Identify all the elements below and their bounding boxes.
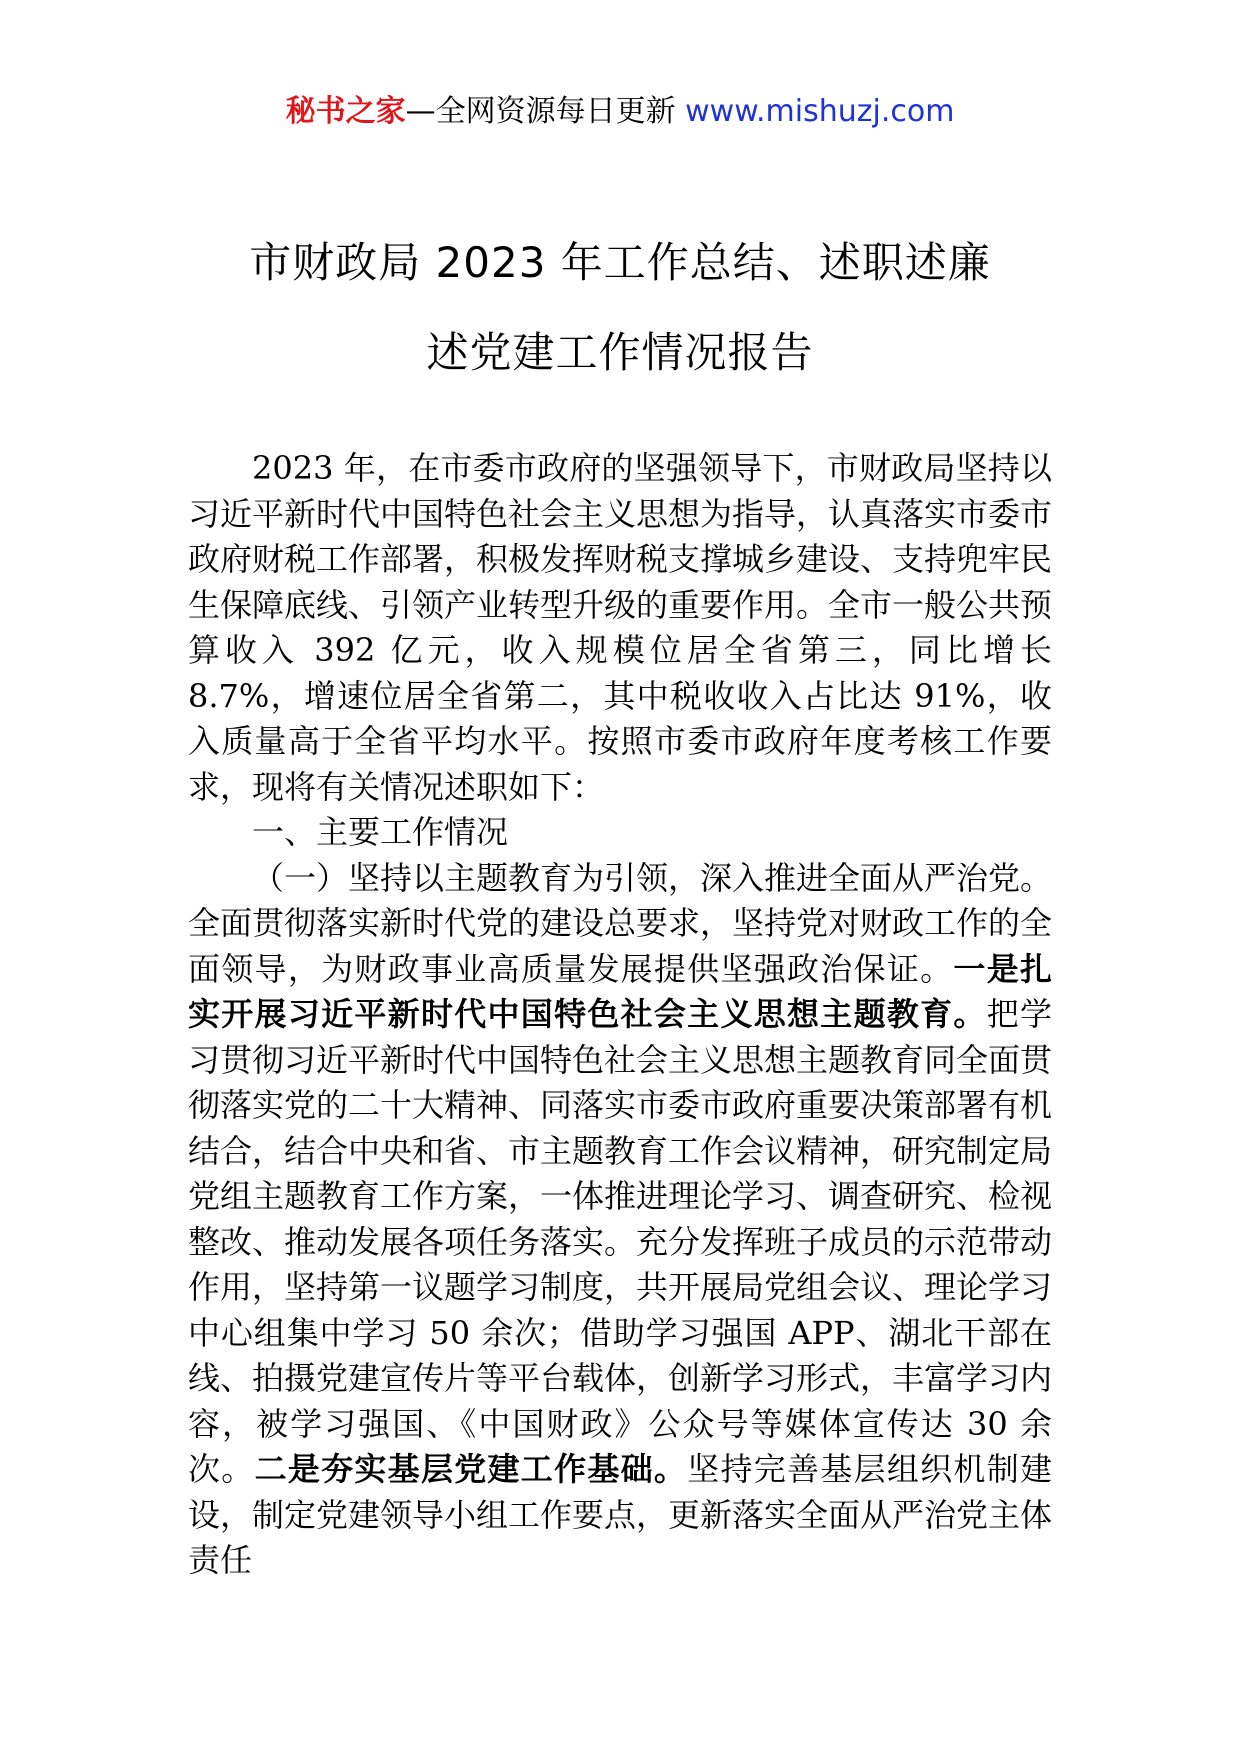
site-brand-name: 秘书之家 bbox=[285, 94, 406, 129]
site-watermark-header bbox=[0, 92, 1240, 132]
paragraph-text: 把学习贯彻习近平新时代中国特色社会主义思想主题教育同全面贯彻落实党的二十大精神、同落实市委市政府重要决策部署有机结合，结合中央和省、市主题教育工作会议精神，研究制定局党组主题教育工作方案，一体推进理论学习、调查研究、检视整改、推动发展各项任务落实。充分发挥班子成员的示范带动作用，坚持第一议题学习制度，共开展局党组会议、理论学习中心组集中学习 50 余次；借助学习强国 APP、湖北干部在线、拍摄党建宣传片等平台载体，创新学习形式，丰富学习内容，被学习强国、《中国财政》公众号等媒体宣传达 30 余次。 bbox=[188, 995, 1053, 1488]
paragraph-text: （一）坚持以主题教育为引领，深入推进全面从严治党。全面贯彻落实新时代党的建设总要求，坚持党对财政工作的全面领导，为财政事业高质量发展提供坚强政治保证。 bbox=[188, 858, 1053, 988]
document-body bbox=[188, 446, 1052, 1584]
site-tagline: —全网资源每日更新 bbox=[405, 94, 686, 129]
site-url-link[interactable]: www.mishuzj.com bbox=[685, 94, 955, 129]
bold-point-one: 一是扎实开展习近平新时代中国特色社会主义思想主题教育。 bbox=[188, 949, 1052, 1033]
document-title-line-1: 市财政局 2023 年工作总结、述职述廉 bbox=[249, 238, 991, 287]
intro-paragraph: 2023 年，在市委市政府的坚强领导下，市财政局坚持以习近平新时代中国特色社会主义思想为指导，认真落实市委市政府财税工作部署，积极发挥财税支撑城乡建设、支持兜牢民生保障底线、引领产业转型升级的重要作用。全市一般公共预算收入 392 亿元，收入规模位居全省第三，同比增长 8.7%，增速位居全省第二，其中税收收入占比达 91%，收入质量高于全省平均水平。按照市委市政府年度考核工作要求，现将有关情况述职如下： bbox=[188, 449, 1053, 806]
document-title-line-2: 述党建工作情况报告 bbox=[426, 328, 814, 377]
subsection-paragraph-party-building bbox=[188, 856, 1052, 1584]
section-heading-main-work: 一、主要工作情况 bbox=[252, 813, 509, 851]
bold-point-two: 二是夯实基层党建工作基础。 bbox=[254, 1450, 688, 1488]
paragraph-text: 坚持完善基层组织机制建设，制定党建领导小组工作要点，更新落实全面从严治党主体责任 bbox=[188, 1450, 1053, 1579]
